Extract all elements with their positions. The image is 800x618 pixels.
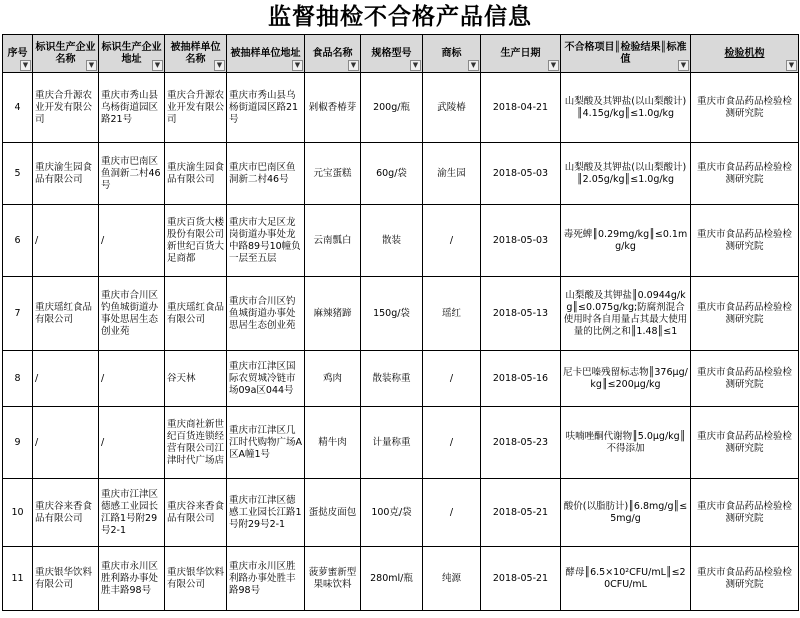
cell-date[interactable]: 2018-05-21 <box>481 479 561 547</box>
cell-lab[interactable]: 重庆市食品药品检验检测研究院 <box>691 407 799 479</box>
cell-brand[interactable]: / <box>423 351 481 407</box>
cell-lab[interactable]: 重庆市食品药品检验检测研究院 <box>691 205 799 277</box>
cell-sampled[interactable]: 重庆合升源农业开发有限公司 <box>165 73 227 143</box>
cell-date[interactable]: 2018-04-21 <box>481 73 561 143</box>
cell-sampled[interactable]: 谷天林 <box>165 351 227 407</box>
col-header-brand[interactable]: 商标 ▼ <box>423 35 481 73</box>
filter-dropdown-icon[interactable]: ▼ <box>548 60 559 71</box>
cell-item[interactable]: 酵母║6.5×10²CFU/mL║≤20CFU/mL <box>561 547 691 611</box>
cell-maker-addr[interactable]: 重庆市秀山县乌杨街道园区路21号 <box>99 73 165 143</box>
table-row <box>3 73 799 143</box>
col-header-maker[interactable]: 标识生产企业名称 ▼ <box>33 35 99 73</box>
cell-date[interactable]: 2018-05-13 <box>481 277 561 351</box>
filter-dropdown-icon[interactable]: ▼ <box>348 60 359 71</box>
cell-sampled-addr[interactable]: 重庆市江津区国际农贸城冷链市场09a区044号 <box>227 351 305 407</box>
cell-brand[interactable]: / <box>423 407 481 479</box>
cell-no[interactable]: 8 <box>3 351 33 407</box>
table-row <box>3 479 799 547</box>
cell-sampled-addr[interactable]: 重庆市秀山县乌杨街道园区路21号 <box>227 73 305 143</box>
cell-item[interactable]: 毒死蜱║0.29mg/kg║≤0.1mg/kg <box>561 205 691 277</box>
cell-date[interactable]: 2018-05-03 <box>481 143 561 205</box>
cell-food[interactable]: 鸡肉 <box>305 351 361 407</box>
cell-maker[interactable]: / <box>33 407 99 479</box>
col-header-date[interactable]: 生产日期 ▼ <box>481 35 561 73</box>
cell-no[interactable]: 5 <box>3 143 33 205</box>
cell-spec[interactable]: 散装 <box>361 205 423 277</box>
cell-maker[interactable]: / <box>33 205 99 277</box>
cell-lab[interactable]: 重庆市食品药品检验检测研究院 <box>691 547 799 611</box>
cell-sampled-addr[interactable]: 重庆市大足区龙岗街道办事处龙中路89号10幢负一层至五层 <box>227 205 305 277</box>
cell-maker-addr[interactable]: / <box>99 407 165 479</box>
cell-food[interactable]: 蛋挞皮面包 <box>305 479 361 547</box>
filter-dropdown-icon[interactable]: ▼ <box>86 60 97 71</box>
cell-date[interactable]: 2018-05-16 <box>481 351 561 407</box>
cell-no[interactable]: 7 <box>3 277 33 351</box>
cell-spec[interactable]: 100克/袋 <box>361 479 423 547</box>
col-header-spec[interactable]: 规格型号 ▼ <box>361 35 423 73</box>
filter-dropdown-icon[interactable]: ▼ <box>292 60 303 71</box>
cell-sampled-addr[interactable]: 重庆市永川区胜利路办事处胜丰路98号 <box>227 547 305 611</box>
cell-maker[interactable]: 重庆瑶红食品有限公司 <box>33 277 99 351</box>
cell-no[interactable]: 4 <box>3 73 33 143</box>
cell-sampled[interactable]: 重庆瑶红食品有限公司 <box>165 277 227 351</box>
cell-no[interactable]: 6 <box>3 205 33 277</box>
cell-sampled-addr[interactable]: 重庆市巴南区鱼洞新二村46号 <box>227 143 305 205</box>
cell-date[interactable]: 2018-05-21 <box>481 547 561 611</box>
header-row <box>3 35 799 73</box>
cell-sampled[interactable]: 重庆百货大楼股份有限公司新世纪百货大足商都 <box>165 205 227 277</box>
cell-item[interactable]: 呋喃唑酮代谢物║5.0μg/kg║不得添加 <box>561 407 691 479</box>
cell-sampled-addr[interactable]: 重庆市合川区钓鱼城街道办事处思居生态创业苑 <box>227 277 305 351</box>
cell-spec[interactable]: 150g/袋 <box>361 277 423 351</box>
table-row <box>3 351 799 407</box>
table-row <box>3 407 799 479</box>
table-row <box>3 547 799 611</box>
cell-food[interactable]: 菠萝蜜新型果味饮料 <box>305 547 361 611</box>
col-header-sampled[interactable]: 被抽样单位名称 ▼ <box>165 35 227 73</box>
cell-item[interactable]: 山梨酸及其钾盐(以山梨酸计)║2.05g/kg║≤1.0g/kg <box>561 143 691 205</box>
cell-sampled-addr[interactable]: 重庆市江津区几江时代购物广场A区A幢1号 <box>227 407 305 479</box>
cell-food[interactable]: 云南瓢白 <box>305 205 361 277</box>
filter-dropdown-icon[interactable]: ▼ <box>152 60 163 71</box>
col-header-food[interactable]: 食品名称 ▼ <box>305 35 361 73</box>
filter-dropdown-icon[interactable]: ▼ <box>410 60 421 71</box>
cell-lab[interactable]: 重庆市食品药品检验检测研究院 <box>691 479 799 547</box>
filter-dropdown-icon[interactable]: ▼ <box>214 60 225 71</box>
cell-sampled[interactable]: 重庆商社新世纪百货连锁经营有限公司江津时代广场店 <box>165 407 227 479</box>
data-table <box>2 34 799 611</box>
cell-maker[interactable]: / <box>33 351 99 407</box>
cell-sampled[interactable]: 重庆谷来香食品有限公司 <box>165 479 227 547</box>
cell-maker-addr[interactable]: 重庆市合川区钓鱼城街道办事处思居生态创业苑 <box>99 277 165 351</box>
cell-sampled-addr[interactable]: 重庆市江津区德感工业园长江路1号附29号2-1 <box>227 479 305 547</box>
cell-maker[interactable]: 重庆合升源农业开发有限公司 <box>33 73 99 143</box>
cell-maker-addr[interactable]: / <box>99 205 165 277</box>
filter-dropdown-icon[interactable]: ▼ <box>468 60 479 71</box>
col-header-item[interactable]: 不合格项目║检验结果║标准值 ▼ <box>561 35 691 73</box>
cell-brand[interactable]: 武陵椿 <box>423 73 481 143</box>
col-header-no[interactable]: 序号 ▼ <box>3 35 33 73</box>
table-row <box>3 143 799 205</box>
cell-lab[interactable]: 重庆市食品药品检验检测研究院 <box>691 73 799 143</box>
cell-spec[interactable]: 计量称重 <box>361 407 423 479</box>
cell-item[interactable]: 山梨酸及其钾盐║0.0944g/kg║≤0.075g/kg;防腐剂混合使用时各自用量占其最大使用量的比例之和║1.48║≤1 <box>561 277 691 351</box>
cell-lab[interactable]: 重庆市食品药品检验检测研究院 <box>691 351 799 407</box>
cell-lab[interactable]: 重庆市食品药品检验检测研究院 <box>691 143 799 205</box>
cell-date[interactable]: 2018-05-23 <box>481 407 561 479</box>
cell-brand[interactable]: 纯源 <box>423 547 481 611</box>
filter-dropdown-icon[interactable]: ▼ <box>20 60 31 71</box>
filter-dropdown-icon[interactable]: ▼ <box>786 60 797 71</box>
cell-food[interactable]: 精牛肉 <box>305 407 361 479</box>
table-row <box>3 205 799 277</box>
cell-maker-addr[interactable]: 重庆市江津区德感工业园长江路1号附29号2-1 <box>99 479 165 547</box>
page-title: 监督抽检不合格产品信息 <box>268 4 532 30</box>
cell-item[interactable]: 尼卡巴嗪残留标志物║376μg/kg║≤200μg/kg <box>561 351 691 407</box>
cell-brand[interactable]: 渝生园 <box>423 143 481 205</box>
cell-maker-addr[interactable]: 重庆市永川区胜利路办事处胜丰路98号 <box>99 547 165 611</box>
cell-maker[interactable]: 重庆银华饮料有限公司 <box>33 547 99 611</box>
cell-date[interactable]: 2018-05-03 <box>481 205 561 277</box>
cell-sampled[interactable]: 重庆渝生园食品有限公司 <box>165 143 227 205</box>
cell-maker-addr[interactable]: 重庆市巴南区鱼洞新二村46号 <box>99 143 165 205</box>
cell-food[interactable]: 剁椒香椿芽 <box>305 73 361 143</box>
cell-lab[interactable]: 重庆市食品药品检验检测研究院 <box>691 277 799 351</box>
cell-sampled[interactable]: 重庆银华饮料有限公司 <box>165 547 227 611</box>
col-header-maker-addr[interactable]: 标识生产企业地址 ▼ <box>99 35 165 73</box>
cell-no[interactable]: 10 <box>3 479 33 547</box>
col-header-lab[interactable]: 检验机构 ▼ <box>691 35 799 73</box>
cell-brand[interactable]: 瑶红 <box>423 277 481 351</box>
cell-spec[interactable]: 200g/瓶 <box>361 73 423 143</box>
cell-no[interactable]: 11 <box>3 547 33 611</box>
cell-item[interactable]: 酸价(以脂肪计)║6.8mg/g║≤5mg/g <box>561 479 691 547</box>
cell-spec[interactable]: 散装称重 <box>361 351 423 407</box>
col-header-sampled-addr[interactable]: 被抽样单位地址 ▼ <box>227 35 305 73</box>
table-row <box>3 277 799 351</box>
cell-spec[interactable]: 280ml/瓶 <box>361 547 423 611</box>
cell-food[interactable]: 元宝蛋糕 <box>305 143 361 205</box>
cell-maker-addr[interactable]: / <box>99 351 165 407</box>
cell-brand[interactable]: / <box>423 205 481 277</box>
cell-spec[interactable]: 60g/袋 <box>361 143 423 205</box>
cell-item[interactable]: 山梨酸及其钾盐(以山梨酸计)║4.15g/kg║≤1.0g/kg <box>561 73 691 143</box>
cell-brand[interactable]: / <box>423 479 481 547</box>
cell-maker[interactable]: 重庆谷来香食品有限公司 <box>33 479 99 547</box>
cell-maker[interactable]: 重庆渝生园食品有限公司 <box>33 143 99 205</box>
filter-dropdown-icon[interactable]: ▼ <box>678 60 689 71</box>
cell-no[interactable]: 9 <box>3 407 33 479</box>
cell-food[interactable]: 麻辣猪蹄 <box>305 277 361 351</box>
